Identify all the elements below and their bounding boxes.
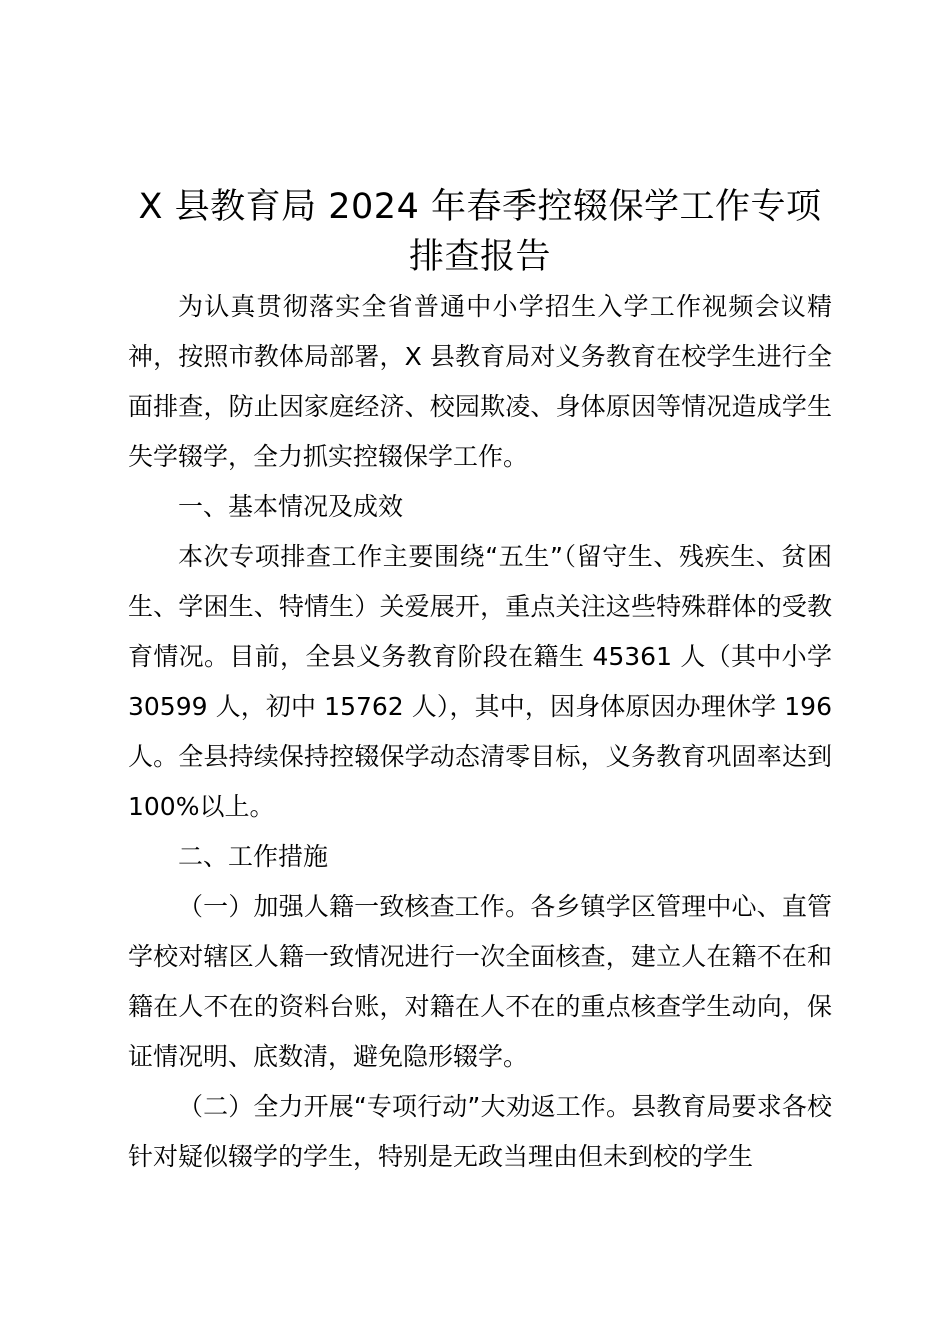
intro-paragraph: 为认真贯彻落实全省普通中小学招生入学工作视频会议精神，按照市教体局部署，X 县教育局对义务教育在校学生进行全面排查，防止因家庭经济、校园欺凌、身体原因等情况造成学生失学辍学，全力抓实控辍保学工作。 [128, 292, 832, 471]
basic-situation-paragraph: 本次专项排查工作主要围绕“五生”（留守生、残疾生、贫困生、学困生、特情生）关爱展开，重点关注这些特殊群体的受教育情况。目前，全县义务教育阶段在籍生 45361 人（其中小学 30599 人，初中 15762 人），其中，因身体原因办理休学 196 人。全县持续保持控辍保学动态清零目标，义务教育巩固率达到 100%以上。 [128, 542, 832, 821]
section-heading-basic: 一、基本情况及成效 [178, 492, 404, 521]
document-page [128, 182, 832, 1182]
measure-paragraph-2: （二）全力开展“专项行动”大劝返工作。县教育局要求各校针对疑似辍学的学生，特别是无政当理由但未到校的学生 [128, 1092, 832, 1171]
measure-paragraph-1: （一）加强人籍一致核查工作。各乡镇学区管理中心、直管学校对辖区人籍一致情况进行一次全面核查，建立人在籍不在和籍在人不在的资料台账，对籍在人不在的重点核查学生动向，保证情况明、底数清，避免隐形辍学。 [128, 892, 832, 1071]
document-title: X 县教育局 2024 年春季控辍保学工作专项排查报告 [138, 187, 822, 277]
section-heading-measures: 二、工作措施 [178, 842, 329, 871]
